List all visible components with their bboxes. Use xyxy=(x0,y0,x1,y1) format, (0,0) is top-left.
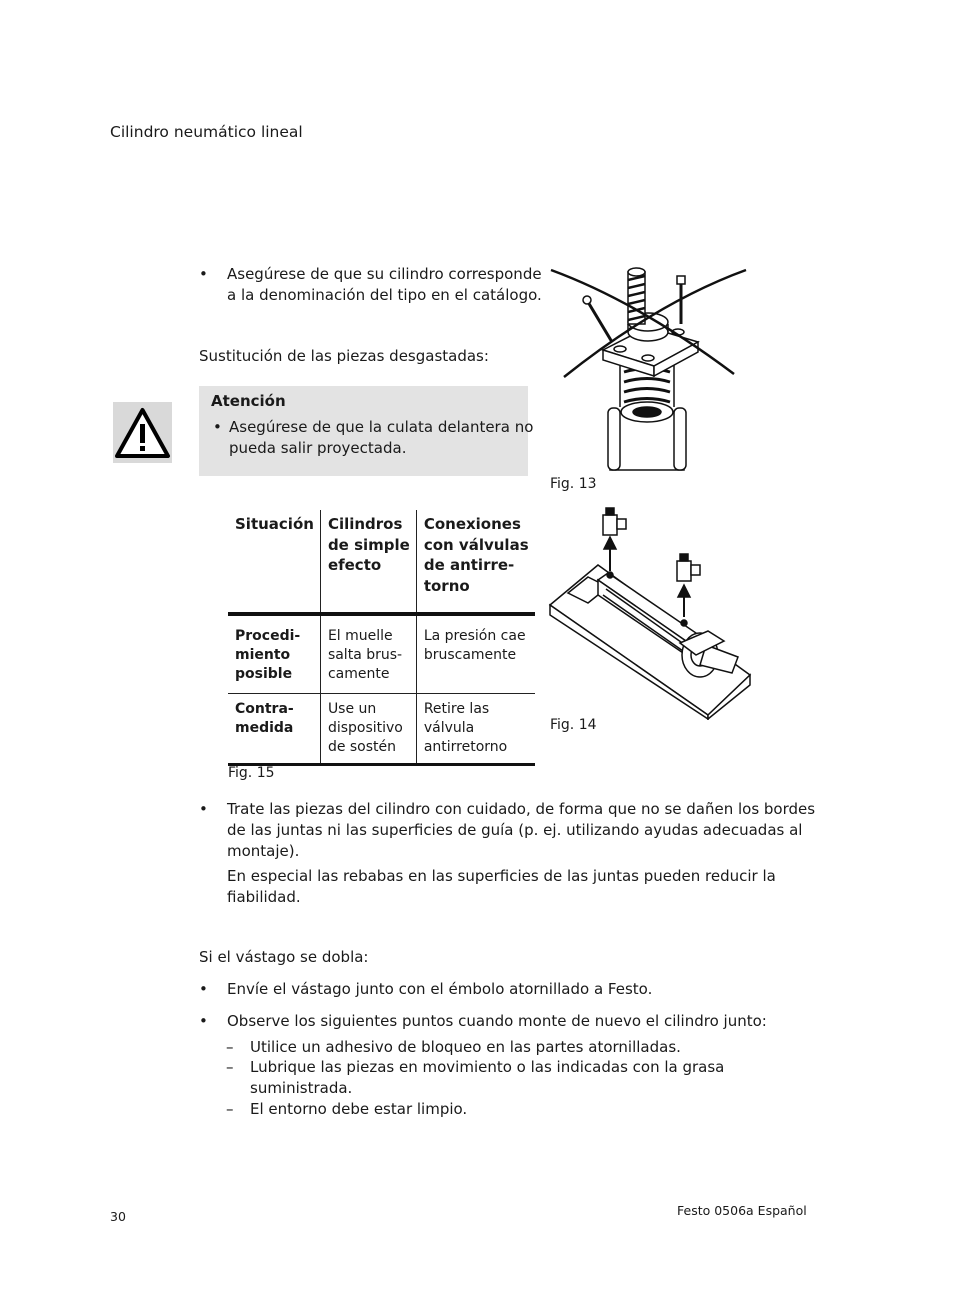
attention-text: Asegúrese de que la culata delantera no pueda salir proyectada. xyxy=(229,418,534,457)
bullet-text: Envíe el vástago junto con el émbolo atornillado a Festo. xyxy=(227,980,653,998)
table-cell: Contra- medida xyxy=(228,694,320,765)
warning-box xyxy=(113,402,172,463)
attention-title: Atención xyxy=(211,392,286,410)
figure-caption: Fig. 14 xyxy=(550,717,597,733)
section-heading: Sustitución de las piezas desgastadas: xyxy=(199,347,489,365)
footer-publisher: Festo 0506a Español xyxy=(677,1203,807,1218)
bullet-text: Observe los siguientes puntos cuando monte de nuevo el cilindro junto: xyxy=(227,1012,767,1030)
table-cell: Use un dispositivo de sostén xyxy=(320,694,416,765)
table-row xyxy=(228,694,535,765)
cylinder-cover-illustration xyxy=(548,262,753,477)
table-header: Conexiones con válvulas de antirre- torno xyxy=(416,510,534,614)
table-cell: Retire las válvula antirretorno xyxy=(416,694,534,765)
bullet-marker: • xyxy=(199,265,208,283)
dash-marker: – xyxy=(226,1058,234,1076)
figure-caption: Fig. 13 xyxy=(550,476,597,492)
bullet-marker: • xyxy=(199,800,208,818)
bullet-text: Trate las piezas del cilindro con cuidado, de forma que no se dañen los bordes de las juntas ni las superficies de guía (p. ej. utilizando ayudas adecuadas al montaje). xyxy=(227,800,816,860)
dash-marker: – xyxy=(226,1038,234,1056)
bullet-marker: • xyxy=(199,1012,208,1030)
section-heading: Si el vástago se dobla: xyxy=(199,948,369,966)
bullet-marker: • xyxy=(199,980,208,998)
paragraph: En especial las rebabas en las superficies de las juntas pueden reducir la fiabilidad. xyxy=(227,867,776,906)
bullet-text: Asegúrese de que su cilindro corresponde a la denominación del tipo en el catálogo. xyxy=(227,265,542,304)
running-header: Cilindro neumático lineal xyxy=(110,123,303,141)
sub-list-text: El entorno debe estar limpio. xyxy=(250,1100,468,1118)
warning-triangle-icon xyxy=(113,402,172,463)
situation-table xyxy=(228,510,535,766)
attention-box xyxy=(199,386,534,476)
table-row xyxy=(228,614,535,694)
sub-list-text: Utilice un adhesivo de bloqueo en las partes atornilladas. xyxy=(250,1038,681,1056)
figure-caption: Fig. 15 xyxy=(228,765,275,781)
page-number: 30 xyxy=(110,1209,126,1224)
table-row xyxy=(228,510,535,614)
table-header: Cilindros de simple efecto xyxy=(320,510,416,614)
dash-marker: – xyxy=(226,1100,234,1118)
check-valve-illustration xyxy=(548,505,753,720)
table-cell: La presión cae bruscamente xyxy=(416,614,534,694)
table-header: Situación xyxy=(228,510,320,614)
table-cell: Procedi- miento posible xyxy=(228,614,320,694)
sub-list-text: Lubrique las piezas en movimiento o las indicadas con la grasa suministrada. xyxy=(250,1058,725,1097)
table-cell: El muelle salta brus- camente xyxy=(320,614,416,694)
bullet-marker: • xyxy=(213,418,222,436)
